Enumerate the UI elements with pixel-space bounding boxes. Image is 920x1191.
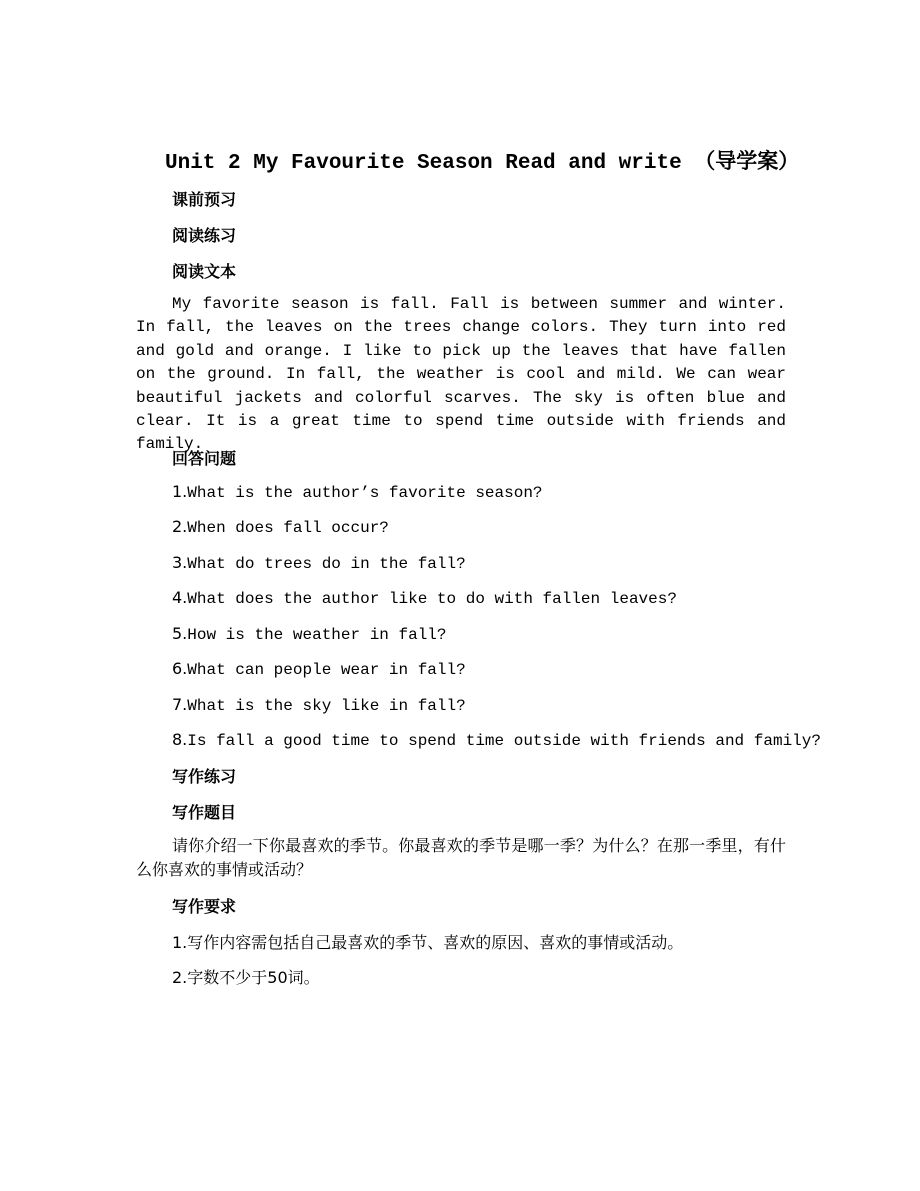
question-number: 2.: [172, 517, 188, 536]
question-item: [172, 482, 543, 502]
requirement-text: 字数不少于50词。: [187, 968, 320, 987]
question-text: What is the sky like in fall?: [187, 697, 466, 715]
heading-writing-requirements: 写作要求: [172, 897, 237, 916]
question-text: When does fall occur?: [187, 519, 389, 537]
question-number: 5.: [172, 624, 188, 643]
question-text: What can people wear in fall?: [187, 661, 466, 679]
question-item: [172, 695, 466, 715]
heading-reading-text: 阅读文本: [172, 262, 237, 281]
requirement-text: 写作内容需包括自己最喜欢的季节、喜欢的原因、喜欢的事情或活动。: [187, 933, 684, 952]
question-text: What does the author like to do with fallen leaves?: [187, 590, 677, 608]
question-number: 8.: [172, 730, 188, 749]
question-number: 6.: [172, 659, 188, 678]
heading-reading-practice: 阅读练习: [172, 226, 237, 245]
question-item: [172, 588, 677, 608]
question-item: [172, 659, 466, 679]
requirement-number: 1.: [172, 933, 188, 952]
requirement-number: 2.: [172, 968, 188, 987]
heading-answer-questions: 回答问题: [172, 449, 237, 468]
requirement-item: [172, 965, 320, 988]
question-item: [172, 730, 821, 750]
question-text: What do trees do in the fall?: [187, 555, 466, 573]
question-number: 3.: [172, 553, 188, 572]
question-item: [172, 517, 389, 537]
question-text: What is the author’s favorite season?: [187, 484, 543, 502]
writing-topic-text: 请你介绍一下你最喜欢的季节。你最喜欢的季节是哪一季？为什么？在那一季里，有什么你喜欢的事情或活动？: [136, 836, 786, 879]
heading-preview: 课前预习: [172, 190, 237, 209]
question-item: [172, 553, 466, 573]
heading-writing-topic: 写作题目: [172, 803, 237, 822]
requirement-item: [172, 930, 683, 953]
question-number: 4.: [172, 588, 188, 607]
page-title: Unit 2 My Favourite Season Read and write （导学案）: [165, 152, 800, 175]
question-item: [172, 624, 447, 644]
question-text: How is the weather in fall?: [187, 626, 447, 644]
heading-writing-practice: 写作练习: [172, 767, 237, 786]
question-number: 7.: [172, 695, 188, 714]
question-number: 1.: [172, 482, 188, 501]
question-text: Is fall a good time to spend time outside with friends and family?: [187, 732, 821, 750]
reading-passage: My favorite season is fall. Fall is between summer and winter. In fall, the leaves on the trees change colors. They turn into red and gold and orange. I like to pick up the leaves that have fallen on the ground. In fall, the weather is cool and mild. We can wear beautiful jackets and colorful scarves. The sky is often blue and clear. It is a great time to spend time outside with friends and family.: [136, 295, 786, 454]
